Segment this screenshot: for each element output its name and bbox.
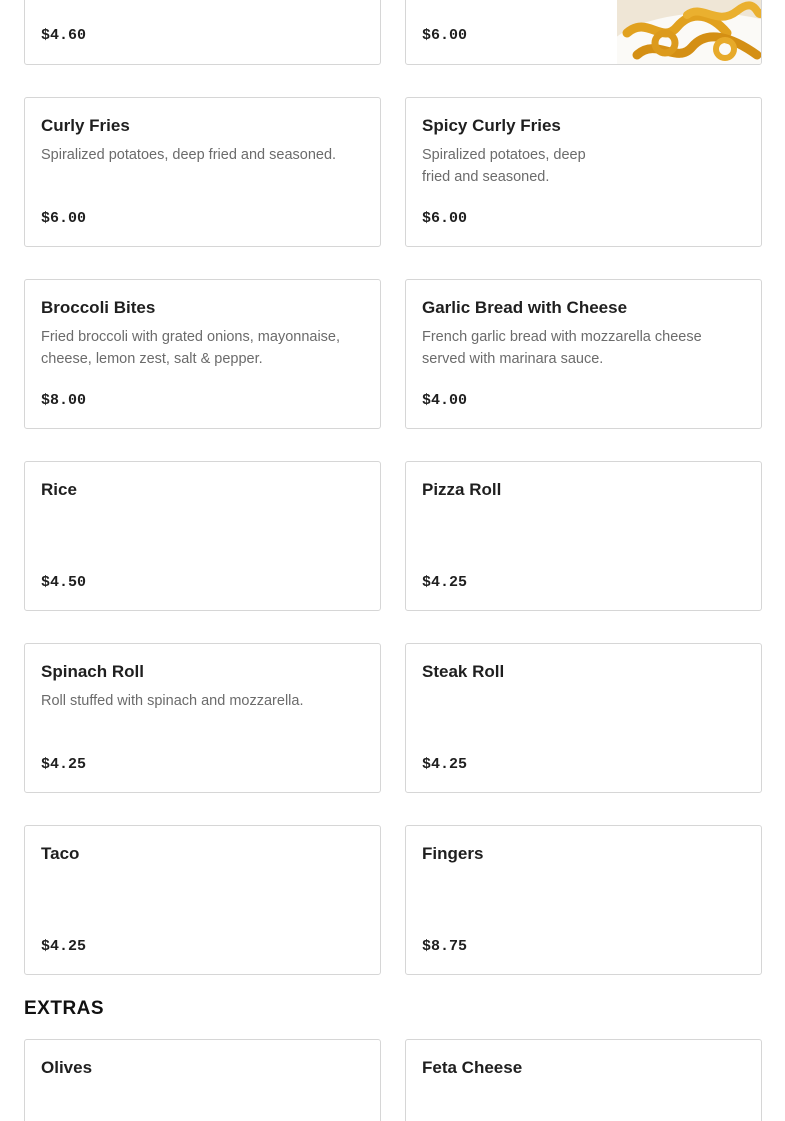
menu-item-name: Taco xyxy=(41,844,80,863)
menu-item-price: $4.25 xyxy=(422,574,468,591)
menu-item-card[interactable] xyxy=(405,279,762,429)
menu-item-price: $4.50 xyxy=(41,574,87,591)
menu-item-card[interactable] xyxy=(24,0,381,65)
menu-item-name: Spicy Curly Fries xyxy=(422,116,561,135)
menu-item-description: Fried broccoli with grated onions, mayonnaise, cheese, lemon zest, salt & pepper. xyxy=(41,329,341,367)
menu-item-card[interactable] xyxy=(24,825,381,975)
menu-item-price: $4.00 xyxy=(422,392,468,409)
menu-item-price: $6.00 xyxy=(422,210,468,227)
menu-item-price: $6.00 xyxy=(422,27,468,44)
menu-item-card[interactable] xyxy=(405,825,762,975)
menu-item-name-cut xyxy=(41,0,46,3)
menu-item-card[interactable] xyxy=(24,643,381,793)
menu-item-name: Fingers xyxy=(422,844,484,863)
menu-item-name: Feta Cheese xyxy=(422,1058,523,1077)
section-heading-extras: EXTRAS xyxy=(24,998,105,1019)
menu-item-card[interactable] xyxy=(24,97,381,247)
menu-item-price: $6.00 xyxy=(41,210,87,227)
fries-photo xyxy=(617,0,761,65)
menu-item-card[interactable] xyxy=(405,97,762,247)
menu-item-description: Roll stuffed with spinach and mozzarella. xyxy=(41,693,304,709)
menu-item-description: Spiralized potatoes, deep fried and seasoned. xyxy=(422,147,586,185)
menu-item-price: $8.75 xyxy=(422,938,468,955)
menu-item-name: Garlic Bread with Cheese xyxy=(422,298,628,317)
menu-item-card[interactable] xyxy=(405,0,762,65)
menu-item-card[interactable] xyxy=(24,1039,381,1121)
menu-item-price: $4.25 xyxy=(422,756,468,773)
menu-item-name: Curly Fries xyxy=(41,116,130,135)
menu-item-price: $4.25 xyxy=(41,756,87,773)
menu-item-name: Pizza Roll xyxy=(422,480,502,499)
menu-item-description: French garlic bread with mozzarella cheese served with marinara sauce. xyxy=(422,329,702,367)
menu-item-name: Spinach Roll xyxy=(41,662,144,681)
menu-item-card[interactable] xyxy=(405,1039,762,1121)
menu-item-name: Rice xyxy=(41,480,77,499)
menu-item-card[interactable] xyxy=(24,461,381,611)
menu-item-price: $8.00 xyxy=(41,392,87,409)
menu-item-price: $4.60 xyxy=(41,27,87,44)
menu-item-name: Steak Roll xyxy=(422,662,505,681)
menu-item-price: $4.25 xyxy=(41,938,87,955)
menu-item-name: Olives xyxy=(41,1058,93,1077)
fries-photo-illustration xyxy=(617,0,761,65)
menu-item-description: Spiralized potatoes, deep fried and seasoned. xyxy=(41,147,337,163)
menu-item-name: Broccoli Bites xyxy=(41,298,156,317)
menu-item-card[interactable] xyxy=(405,461,762,611)
menu-item-card[interactable] xyxy=(24,279,381,429)
menu-item-card[interactable] xyxy=(405,643,762,793)
